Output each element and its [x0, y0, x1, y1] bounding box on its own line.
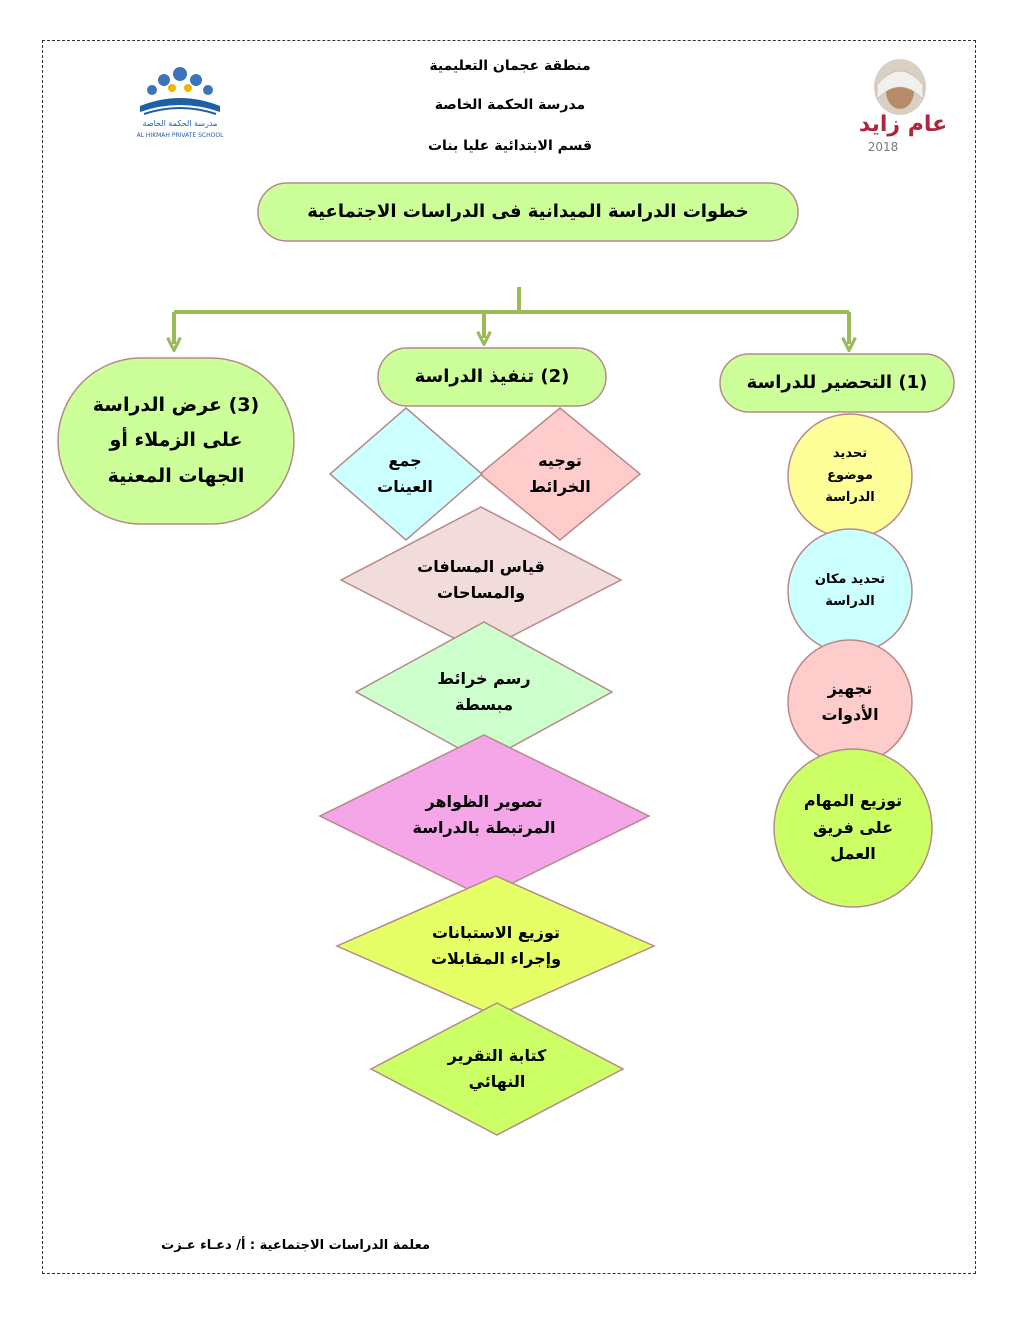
prep-step-1: تحديد موضوع الدراسة — [825, 445, 875, 506]
branch-3-label: (3) عرض الدراسة على الزملاء أو الجهات المعنية — [92, 394, 260, 487]
prep-step-4: توزيع المهام على فريق العمل — [803, 791, 903, 864]
prep-step-2: تحديد مكان الدراسة — [814, 571, 886, 609]
exec-step-3: قياس المسافات والمساحات — [417, 556, 545, 602]
zayed-logo-text: عام زايد — [858, 112, 945, 137]
exec-step-7: كتابة التقرير النهائي — [447, 1045, 547, 1091]
diagram-title: خطوات الدراسة الميدانية فى الدراسات الاجتماعية — [307, 201, 749, 223]
exec-step-2: جمع العينات — [377, 450, 433, 496]
school-logo-en: AL HIKMAH PRIVATE SCHOOL — [136, 132, 224, 139]
exec-step-4: رسم خرائط مبسطة — [437, 668, 531, 714]
exec-step-6: توزيع الاستبانات وإجراء المقابلات — [430, 922, 562, 968]
header-line-1: منطقة عجمان التعليمية — [429, 58, 591, 74]
branch-1-label: (1) التحضير للدراسة — [746, 372, 928, 394]
header-line-2: مدرسة الحكمة الخاصة — [434, 97, 586, 113]
zayed-logo-year: 2018 — [867, 140, 899, 154]
header-line-3: قسم الابتدائية عليا بنات — [427, 138, 593, 154]
exec-step-5: تصوير الظواهر المرتبطة بالدراسة — [412, 791, 556, 837]
footer-teacher: معلمة الدراسات الاجتماعية : أ/ دعـاء عـزت — [161, 1238, 430, 1253]
branch-2-label: (2) تنفيذ الدراسة — [414, 366, 570, 388]
exec-step-1: توجيه الخرائط — [529, 450, 591, 496]
prep-step-3: تجهيز الأدوات — [821, 678, 879, 724]
school-logo-ar: مدرسة الحكمة الخاصة — [142, 119, 218, 128]
connectors — [174, 287, 849, 344]
